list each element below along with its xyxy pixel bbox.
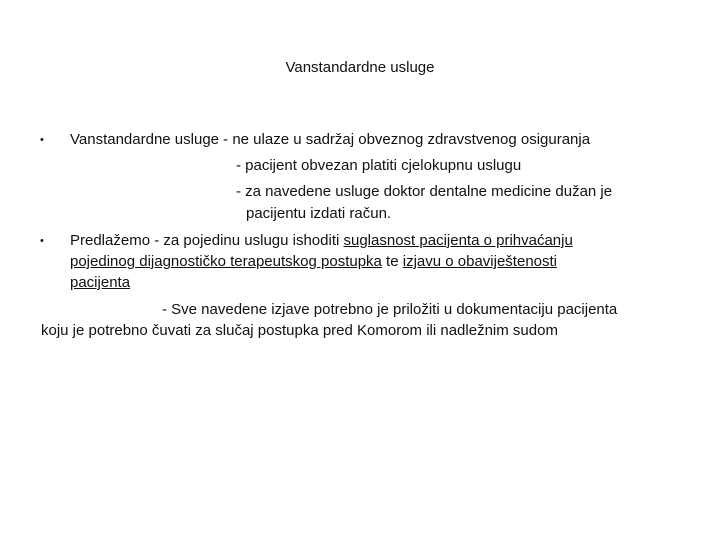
item1-line2: - pacijent obvezan platiti cjelokupnu uslugu (236, 157, 522, 174)
item1-line1: Vanstandardne usluge - ne ulaze u sadržaj obveznog zdravstvenog osiguranja (70, 131, 591, 148)
item2-line3 (70, 274, 130, 292)
statement-link-text: izjavu o obaviještenosti (402, 253, 558, 270)
item2-line2-text: te (381, 253, 403, 270)
item1-line4: pacijentu izdati račun. (246, 205, 392, 222)
item2-line2 (70, 253, 557, 271)
consent-link-text: suglasnost pacijenta o prihvaćanju (343, 232, 573, 249)
note-line2: koju je potrebno čuvati za slučaj postupka pred Komorom ili nadležnim sudom (41, 322, 558, 339)
note-line1: - Sve navedene izjave potrebno je priložiti u dokumentaciju pacijenta (162, 301, 618, 318)
item2-line1-text: Predlažemo - za pojedinu uslugu ishoditi (70, 232, 344, 249)
patient-link-text: pacijenta (70, 274, 131, 291)
slide-title: Vanstandardne usluge (285, 59, 435, 76)
item1-line3: - za navedene usluge doktor dentalne medicine dužan je (236, 183, 613, 200)
procedure-link-text: pojedinog dijagnostičko terapeutskog postupka (70, 253, 382, 270)
item2-line1 (70, 232, 573, 250)
bullet-2: • (40, 235, 44, 247)
bullet-1: • (40, 134, 44, 146)
